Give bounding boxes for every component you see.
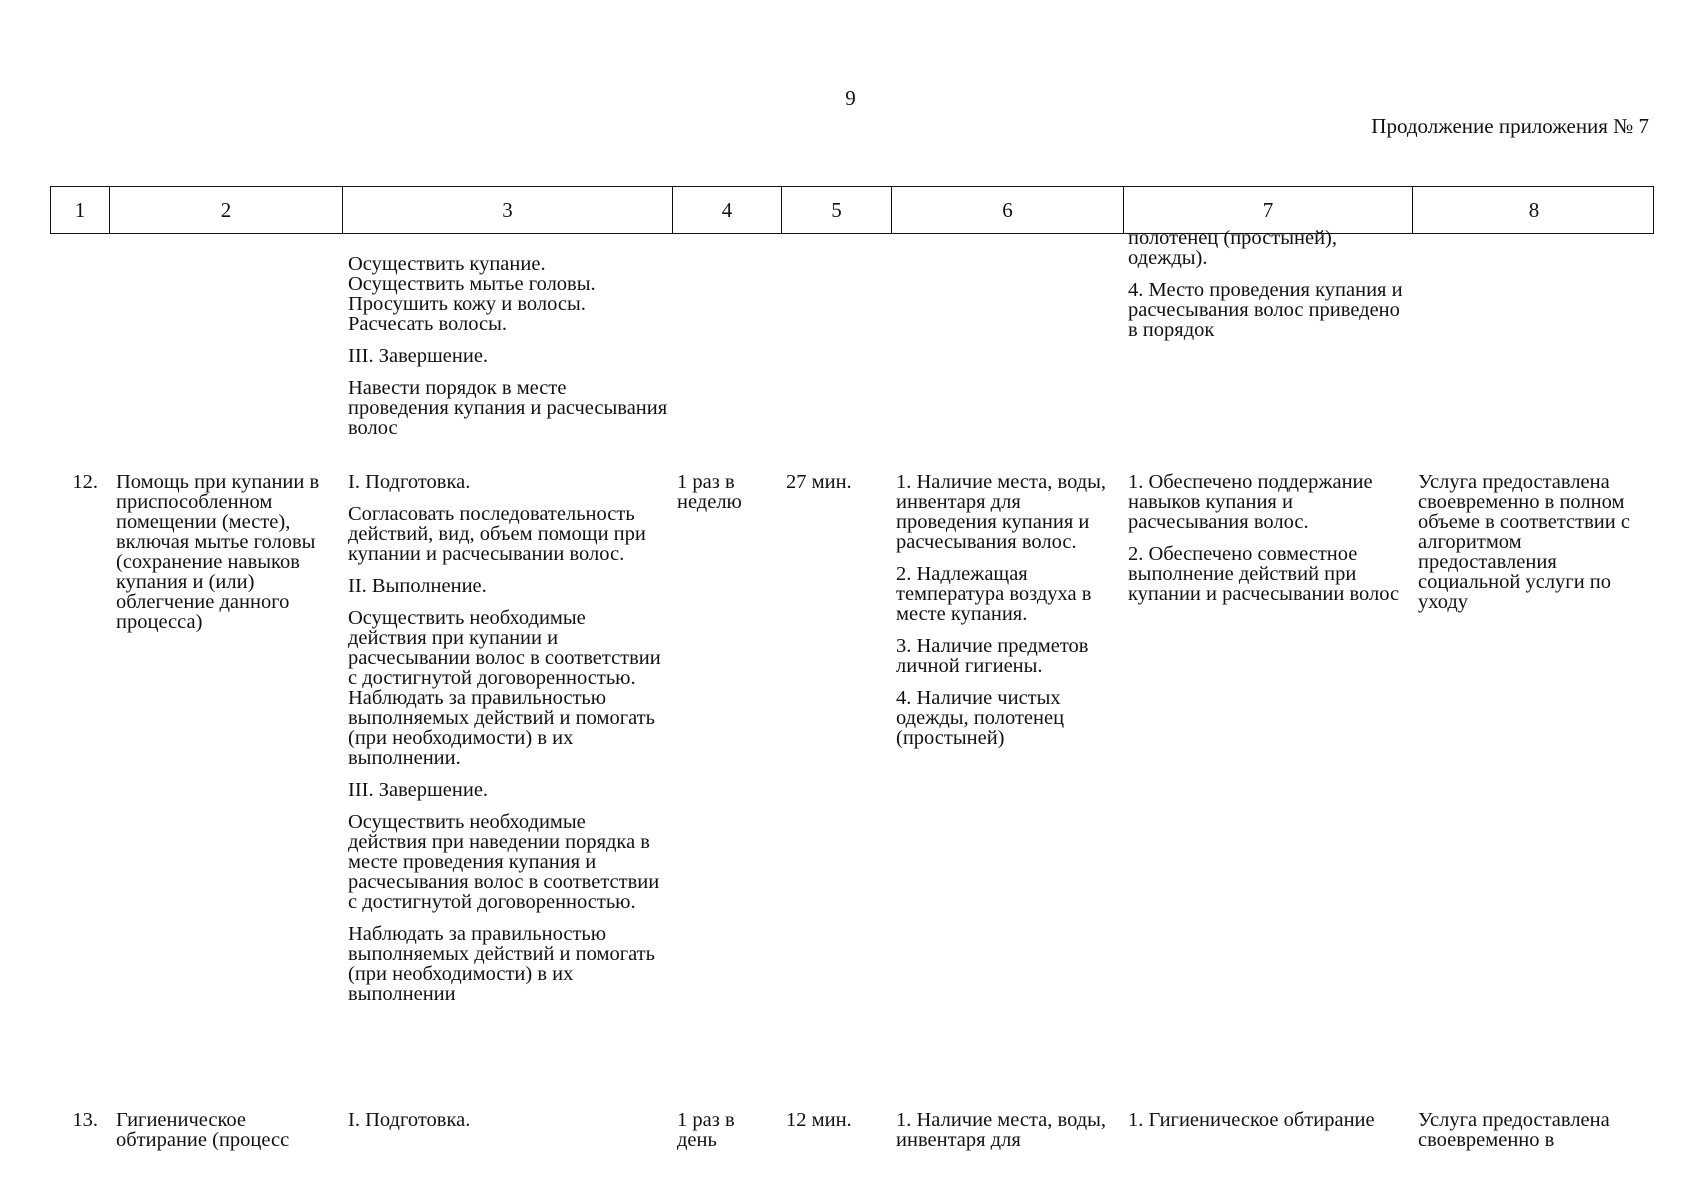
service-conditions xyxy=(896,472,1120,748)
step-text: I. Подготовка. xyxy=(348,471,471,493)
row-number: 13. xyxy=(72,1109,98,1131)
service-frequency: 1 раз в неделю xyxy=(677,471,742,513)
service-evaluation: Услуга предоставлена своевременно в полном объеме в соответствии с алгоритмом предоставления социальной услуги по уходу xyxy=(1418,471,1630,613)
service-name: Гигиеническое обтирание (процесс xyxy=(116,1109,290,1151)
condition-text: 4. Наличие чистых одежды, полотенец (простыней) xyxy=(896,687,1065,749)
header-col-1: 1 xyxy=(74,197,86,222)
condition-text: 2. Надлежащая температура воздуха в месте купания. xyxy=(896,563,1092,625)
continuation-col3-text: Навести порядок в месте проведения купания и расчесывания волос xyxy=(348,377,668,439)
service-results xyxy=(1128,472,1410,604)
step-text: II. Выполнение. xyxy=(348,575,487,597)
condition-text: 1. Наличие места, воды, инвентаря для проведения купания и расчесывания волос. xyxy=(896,471,1107,553)
service-steps xyxy=(348,472,668,1004)
header-col-7: 7 xyxy=(1123,187,1412,233)
continuation-col3-text: Осуществить купание. Осуществить мытье головы. Просушить кожу и волосы. Расчесать волосы. xyxy=(348,253,596,335)
continuation-col7-text: полотенец (простыней), одежды). xyxy=(1128,227,1338,269)
continuation-col3-text: III. Завершение. xyxy=(348,345,489,367)
header-col-8: 8 xyxy=(1412,187,1655,233)
step-text: Наблюдать за правильностью выполняемых действий и помогать (при необходимости) в их выполнении xyxy=(348,923,655,1005)
header-col-3: 3 xyxy=(342,187,672,233)
service-steps xyxy=(348,1110,668,1130)
step-text: Осуществить необходимые действия при наведении порядка в месте проведения купания и расчесывания волос в соответствии с достигнутой договоренностью. xyxy=(348,811,660,913)
header-col-4: 4 xyxy=(672,187,781,233)
appendix-title: Продолжение приложения № 7 xyxy=(1371,114,1649,138)
step-text: Согласовать последовательность действий, вид, объем помощи при купании и расчесывании волос. xyxy=(348,503,646,565)
service-frequency: 1 раз в день xyxy=(677,1109,735,1151)
header-col-6: 6 xyxy=(891,187,1123,233)
continuation-col7-text: 4. Место проведения купания и расчесывания волос приведено в порядок xyxy=(1128,279,1403,341)
step-text: I. Подготовка. xyxy=(348,1109,471,1131)
header-col-5: 5 xyxy=(781,187,891,233)
service-results xyxy=(1128,1110,1410,1130)
continuation-col3 xyxy=(348,254,668,438)
result-text: 2. Обеспечено совместное выполнение действий при купании и расчесывании волос xyxy=(1128,543,1400,605)
row-number: 12. xyxy=(72,471,98,493)
service-conditions xyxy=(896,1110,1120,1150)
service-duration: 12 мин. xyxy=(786,1109,852,1131)
step-text: III. Завершение. xyxy=(348,779,489,801)
service-evaluation: Услуга предоставлена своевременно в xyxy=(1418,1109,1610,1151)
service-name: Помощь при купании в приспособленном помещении (месте), включая мытье головы (сохранение навыков купания и (или) облегчение данного процесса) xyxy=(116,471,320,633)
table-header-row xyxy=(50,186,1654,234)
service-duration: 27 мин. xyxy=(786,471,852,493)
header-col-2: 2 xyxy=(109,187,342,233)
result-text: 1. Обеспечено поддержание навыков купания и расчесывания волос. xyxy=(1128,471,1373,533)
result-text: 1. Гигиеническое обтирание xyxy=(1128,1109,1375,1131)
page-number: 9 xyxy=(845,86,856,110)
step-text: Осуществить необходимые действия при купании и расчесывании волос в соответствии с достигнутой договоренностью. Наблюдать за правильностью выполняемых действий и помогать (при необходимости) в их выполнении. xyxy=(348,607,661,769)
condition-text: 3. Наличие предметов личной гигиены. xyxy=(896,635,1089,677)
condition-text: 1. Наличие места, воды, инвентаря для xyxy=(896,1109,1107,1151)
continuation-col7 xyxy=(1128,228,1408,340)
